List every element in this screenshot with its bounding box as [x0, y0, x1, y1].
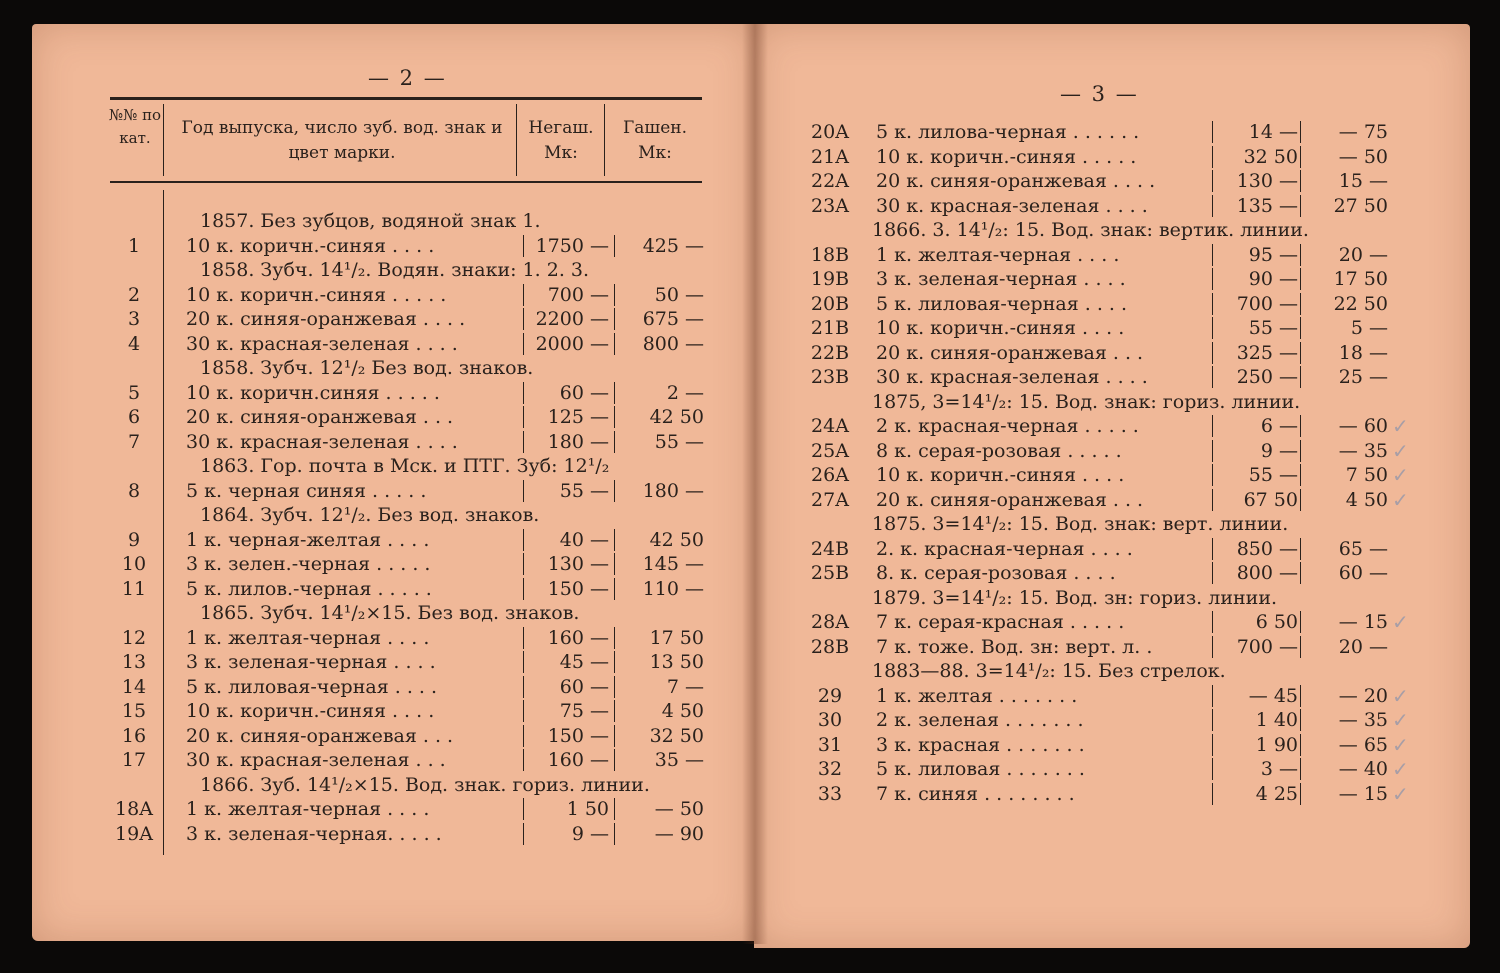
section-heading: 1875, 3=14¹/₂: 15. Вод. знак: гориз. линии. — [872, 390, 1301, 413]
column-divider — [614, 480, 615, 502]
price-unused: 6 — — [1260, 415, 1298, 437]
price-used: — 50 — [654, 798, 704, 820]
column-divider — [523, 308, 524, 330]
price-used: 42 50 — [649, 528, 704, 551]
stamp-description: 20 к. синяя-оранжевая . . . — [876, 341, 1144, 364]
header-divider-1 — [163, 104, 164, 176]
column-divider — [523, 529, 524, 551]
price-unused: 55 — — [1248, 317, 1298, 339]
stamp-description: 20 к. синяя-оранжевая . . . . — [186, 308, 466, 330]
catalog-number: 29 — [817, 684, 843, 707]
stamp-description: 20 к. синяя-оранжевая . . . — [186, 724, 454, 747]
column-divider — [523, 284, 524, 306]
column-divider — [523, 676, 524, 698]
column-divider — [614, 431, 615, 453]
price-used: 50 — — [654, 283, 704, 306]
page-number-left: — 2 — — [368, 66, 447, 90]
catalog-number: 23B — [810, 366, 850, 388]
stamp-description: 5 к. лиловая . . . . . . . — [876, 758, 1085, 780]
column-divider — [614, 578, 615, 600]
column-divider — [523, 382, 524, 404]
column-divider — [523, 553, 524, 575]
catalog-number: 3 — [127, 308, 141, 330]
catalog-number: 25A — [811, 439, 849, 462]
price-unused: 95 — — [1248, 243, 1298, 266]
stamp-description: 10 к. коричн.синяя . . . . . — [186, 381, 440, 404]
stamp-description: 2 к. зеленая . . . . . . . — [876, 709, 1084, 731]
price-unused: 325 — — [1236, 341, 1298, 364]
pencil-check-mark-icon: ✓ — [1392, 708, 1409, 732]
pencil-check-mark-icon: ✓ — [1392, 732, 1409, 757]
column-divider — [523, 700, 524, 722]
column-divider — [523, 798, 524, 820]
price-unused: 160 — — [547, 749, 609, 771]
price-used: 13 50 — [649, 651, 704, 673]
stamp-description: 2. к. красная-черная . . . . — [876, 537, 1133, 560]
catalog-number: 28A — [811, 611, 849, 633]
price-used: — 50 — [1338, 145, 1388, 168]
stamp-description: 7 к. синяя . . . . . . . . — [876, 782, 1075, 805]
price-used: 25 — — [1338, 366, 1388, 388]
price-unused: 9 — — [1260, 439, 1298, 462]
page-number-right: — 3 — — [1060, 82, 1139, 106]
catalog-number: 24A — [811, 415, 849, 437]
column-divider — [523, 749, 524, 771]
catalog-number: 25B — [810, 562, 850, 584]
stamp-description: 7 к. тоже. Вод. зн: верт. л. . — [876, 635, 1153, 658]
pencil-check-mark-icon: ✓ — [1392, 610, 1409, 634]
header-unused: Негаш. Мк: — [528, 118, 594, 163]
price-used: 425 — — [642, 234, 704, 257]
price-used: — 65 — [1338, 733, 1388, 756]
section-heading: 1865. Зубч. 14¹/₂×15. Без вод. знаков. — [200, 602, 580, 624]
price-unused: 130 — — [547, 553, 609, 575]
catalog-number: 22A — [811, 170, 849, 192]
section-heading: 1863. Гор. почта в Мск. и ПТГ. Зуб: 12¹/₂ — [200, 455, 610, 477]
pencil-check-mark-icon: ✓ — [1392, 781, 1409, 806]
column-divider — [523, 823, 524, 845]
price-unused: 130 — — [1236, 170, 1298, 192]
stamp-description: 3 к. зелен.-черная . . . . . — [186, 553, 431, 575]
catalog-number: 2 — [127, 283, 141, 306]
catalog-number: 32 — [817, 758, 843, 780]
price-used: 65 — — [1338, 537, 1388, 560]
price-unused: 1750 — — [535, 234, 609, 257]
column-divider — [523, 651, 524, 673]
price-used: 35 — — [654, 749, 704, 771]
price-used: — 15 — [1338, 611, 1388, 633]
price-unused: 60 — — [559, 675, 609, 698]
price-unused: 125 — — [547, 406, 609, 428]
price-used: 145 — — [642, 553, 704, 575]
catalog-number: 23A — [811, 194, 849, 217]
price-unused: 150 — — [547, 724, 609, 747]
column-divider — [523, 627, 524, 649]
column-divider — [523, 480, 524, 502]
price-used: 22 50 — [1333, 292, 1388, 315]
price-unused: — 45 — [1248, 684, 1298, 707]
header-catalog-number: №№ по кат. — [108, 106, 162, 147]
stamp-description: 10 к. коричн.-синяя . . . . — [876, 464, 1125, 486]
catalog-number: 14 — [121, 675, 147, 698]
stamp-description: 10 к. коричн.-синяя . . . . — [186, 234, 435, 257]
column-divider — [523, 406, 524, 428]
stamp-description: 20 к. синяя-оранжевая . . . . — [876, 170, 1156, 192]
stamp-description: 1 к. черная-желтая . . . . — [186, 528, 430, 551]
stamp-description: 2 к. красная-черная . . . . . — [876, 415, 1139, 437]
price-unused: 75 — — [559, 700, 609, 722]
stamp-description: 5 к. лиловая-черная . . . . — [186, 675, 438, 698]
stamp-description: 3 к. зеленая-черная . . . . — [186, 651, 436, 673]
price-used: 800 — — [642, 332, 704, 355]
catalog-number: 15 — [121, 700, 147, 722]
column-divider — [614, 700, 615, 722]
column-divider — [614, 333, 615, 355]
price-unused: 9 — — [571, 822, 609, 845]
catalog-number: 4 — [127, 332, 141, 355]
price-used: 17 50 — [1333, 268, 1388, 290]
column-divider — [523, 235, 524, 257]
column-divider — [614, 627, 615, 649]
stamp-description: 3 к. красная . . . . . . . — [876, 733, 1085, 756]
price-used: — 35 — [1338, 439, 1388, 462]
section-heading: 1858. Зубч. 14¹/₂. Водян. знаки: 1. 2. 3. — [200, 259, 590, 281]
catalog-number: 6 — [127, 406, 141, 428]
price-unused: 250 — — [1236, 366, 1298, 388]
price-used: 27 50 — [1333, 194, 1388, 217]
column-divider — [614, 308, 615, 330]
price-unused: 32 50 — [1243, 145, 1298, 168]
price-unused: 6 50 — [1255, 611, 1298, 633]
book-gutter — [742, 24, 768, 944]
price-unused: 3 — — [1260, 758, 1298, 780]
price-used: 7 50 — [1345, 464, 1388, 486]
column-divider — [614, 725, 615, 747]
price-unused: 1 50 — [566, 798, 609, 820]
catalog-number: 5 — [127, 381, 141, 404]
price-unused: 800 — — [1236, 562, 1298, 584]
price-unused: 14 — — [1248, 121, 1298, 143]
price-used: — 40 — [1338, 758, 1388, 780]
price-unused: 2200 — — [535, 308, 609, 330]
stamp-description: 20 к. синяя-оранжевая . . . — [186, 406, 454, 428]
price-used: 15 — — [1338, 170, 1388, 192]
price-used: — 15 — [1338, 782, 1388, 805]
price-used: 5 — — [1350, 317, 1388, 339]
price-used: 180 — — [642, 479, 704, 502]
stamp-description: 7 к. серая-красная . . . . . — [876, 611, 1125, 633]
catalog-number: 18B — [810, 243, 850, 266]
stamp-description: 10 к. коричн.-синяя . . . . . — [876, 145, 1137, 168]
column-divider — [614, 676, 615, 698]
stamp-description: 5 к. черная синяя . . . . . — [186, 479, 427, 502]
price-unused: 4 25 — [1255, 782, 1298, 805]
stamp-description: 30 к. красная-зеленая . . . — [186, 749, 446, 771]
price-used: 32 50 — [649, 724, 704, 747]
catalog-number: 9 — [127, 528, 141, 551]
section-heading: 1866. 3. 14¹/₂: 15. Вод. знак: вертик. линии. — [872, 219, 1309, 241]
catalog-number: 26A — [811, 464, 849, 486]
section-heading: 1883—88. 3=14¹/₂: 15. Без стрелок. — [872, 660, 1226, 682]
price-unused: 180 — — [547, 430, 609, 453]
column-divider — [523, 725, 524, 747]
catalog-number: 11 — [121, 577, 147, 600]
section-heading: 1866. Зуб. 14¹/₂×15. Вод. знак. гориз. линии. — [200, 773, 650, 796]
catalog-number: 8 — [127, 479, 141, 502]
catalog-number: 28B — [810, 635, 850, 658]
header-divider-2 — [516, 104, 517, 176]
price-used: 42 50 — [649, 406, 704, 428]
stamp-description: 10 к. коричн.-синяя . . . . . — [186, 283, 447, 306]
price-unused: 850 — — [1236, 537, 1298, 560]
catalog-number: 12 — [121, 626, 147, 649]
stamp-description: 10 к. коричн.-синяя . . . . — [876, 317, 1125, 339]
price-unused: 700 — — [1236, 635, 1298, 658]
column-divider — [523, 431, 524, 453]
catalog-number: 10 — [121, 553, 147, 575]
column-divider — [614, 553, 615, 575]
column-divider — [614, 284, 615, 306]
header-top-rule — [110, 97, 702, 100]
stamp-description: 30 к. красная-зеленая . . . . — [876, 194, 1148, 217]
stamp-description: 5 к. лилов.-черная . . . . . — [186, 577, 432, 600]
price-used: — 75 — [1338, 121, 1388, 143]
column-divider — [614, 749, 615, 771]
column-divider — [614, 406, 615, 428]
price-used: 17 50 — [649, 626, 704, 649]
stamp-description: 8 к. серая-розовая . . . . . — [876, 439, 1122, 462]
price-used: 4 50 — [661, 700, 704, 722]
catalog-number: 19B — [810, 268, 850, 290]
price-unused: 55 — — [1248, 464, 1298, 486]
column-divider — [523, 578, 524, 600]
column-divider — [614, 529, 615, 551]
price-unused: 2000 — — [535, 332, 609, 355]
pencil-check-mark-icon: ✓ — [1392, 414, 1409, 438]
price-unused: 160 — — [547, 626, 609, 649]
section-heading: 1879. 3=14¹/₂: 15. Вод. зн: гориз. линии. — [872, 586, 1278, 609]
column-divider — [614, 235, 615, 257]
pencil-check-mark-icon: ✓ — [1392, 487, 1409, 512]
price-used: — 90 — [654, 822, 704, 845]
price-unused: 135 — — [1236, 194, 1298, 217]
stamp-description: 10 к. коричн.-синяя . . . . — [186, 700, 435, 722]
price-unused: 67 50 — [1243, 488, 1298, 511]
catalog-number: 20A — [811, 121, 849, 143]
stamp-description: 1 к. желтая-черная . . . . — [186, 798, 430, 820]
price-unused: 700 — — [1236, 292, 1298, 315]
price-used: 675 — — [642, 308, 704, 330]
stamp-description: 30 к. красная-зеленая . . . . — [186, 332, 458, 355]
header-used: Гашен. Мк: — [623, 118, 687, 163]
pencil-check-mark-icon: ✓ — [1392, 757, 1409, 781]
stamp-description: 1 к. желтая . . . . . . . — [876, 684, 1078, 707]
stamp-description: 20 к. синяя-оранжевая . . . — [876, 488, 1144, 511]
price-unused: 1 40 — [1255, 709, 1298, 731]
stamp-description: 3 к. зеленая-черная. . . . . — [186, 822, 442, 845]
stamp-description: 3 к. зеленая-черная . . . . — [876, 268, 1126, 290]
price-used: 4 50 — [1345, 488, 1388, 511]
column-divider — [614, 823, 615, 845]
price-used: — 35 — [1338, 709, 1388, 731]
column-divider — [523, 333, 524, 355]
pencil-check-mark-icon: ✓ — [1392, 438, 1409, 463]
pencil-check-mark-icon: ✓ — [1392, 463, 1409, 487]
number-column-line — [163, 190, 164, 855]
catalog-number: 19A — [115, 822, 153, 845]
catalog-number: 21B — [810, 317, 850, 339]
column-divider — [614, 382, 615, 404]
catalog-number: 17 — [121, 749, 147, 771]
catalog-number: 21A — [811, 145, 849, 168]
column-divider — [614, 798, 615, 820]
price-unused: 55 — — [559, 479, 609, 502]
stamp-description: 30 к. красная-зеленая . . . . — [186, 430, 458, 453]
price-used: 55 — — [654, 430, 704, 453]
section-heading: 1857. Без зубцов, водяной знак 1. — [200, 210, 541, 232]
section-heading: 1858. Зубч. 12¹/₂ Без вод. знаков. — [200, 357, 534, 379]
stamp-description: 1 к. желтая-черная . . . . — [876, 243, 1120, 266]
catalog-number: 22B — [810, 341, 850, 364]
stamp-description: 1 к. желтая-черная . . . . — [186, 626, 430, 649]
price-used: — 20 — [1338, 684, 1388, 707]
price-unused: 150 — — [547, 577, 609, 600]
catalog-number: 20B — [810, 292, 850, 315]
catalog-number: 24B — [810, 537, 850, 560]
header-description: Год выпуска, число зуб. вод. знак и цвет марки. — [181, 118, 503, 163]
stamp-description: 5 к. лиловая-черная . . . . — [876, 292, 1128, 315]
stamp-description: 30 к. красная-зеленая . . . . — [876, 366, 1148, 388]
price-unused: 45 — — [559, 651, 609, 673]
stamp-description: 5 к. лилова-черная . . . . . . — [876, 121, 1140, 143]
header-bottom-rule — [110, 181, 702, 183]
section-heading: 1864. Зубч. 12¹/₂. Без вод. знаков. — [200, 504, 540, 526]
catalog-number: 33 — [817, 782, 843, 805]
catalog-number: 27A — [811, 488, 849, 511]
catalog-number: 13 — [121, 651, 147, 673]
catalog-number: 7 — [127, 430, 141, 453]
header-divider-3 — [604, 104, 605, 176]
column-divider — [614, 651, 615, 673]
price-used: 7 — — [666, 675, 704, 698]
catalog-number: 16 — [121, 724, 147, 747]
catalog-number: 30 — [817, 709, 843, 731]
stamp-description: 8. к. серая-розовая . . . . — [876, 562, 1116, 584]
price-used: 20 — — [1338, 243, 1388, 266]
price-used: — 60 — [1338, 415, 1388, 437]
price-used: 20 — — [1338, 635, 1388, 658]
price-used: 18 — — [1338, 341, 1388, 364]
catalog-number: 18A — [115, 798, 153, 820]
price-unused: 40 — — [559, 528, 609, 551]
pencil-check-mark-icon: ✓ — [1392, 683, 1409, 708]
price-unused: 90 — — [1248, 268, 1298, 290]
price-unused: 60 — — [559, 381, 609, 404]
price-unused: 700 — — [547, 283, 609, 306]
price-used: 110 — — [642, 577, 704, 600]
catalog-number: 31 — [817, 733, 843, 756]
section-heading: 1875. 3=14¹/₂: 15. Вод. знак: верт. линии. — [872, 513, 1289, 535]
price-used: 60 — — [1338, 562, 1388, 584]
price-used: 2 — — [666, 381, 704, 404]
catalog-number: 1 — [127, 234, 141, 257]
price-unused: 1 90 — [1255, 733, 1298, 756]
